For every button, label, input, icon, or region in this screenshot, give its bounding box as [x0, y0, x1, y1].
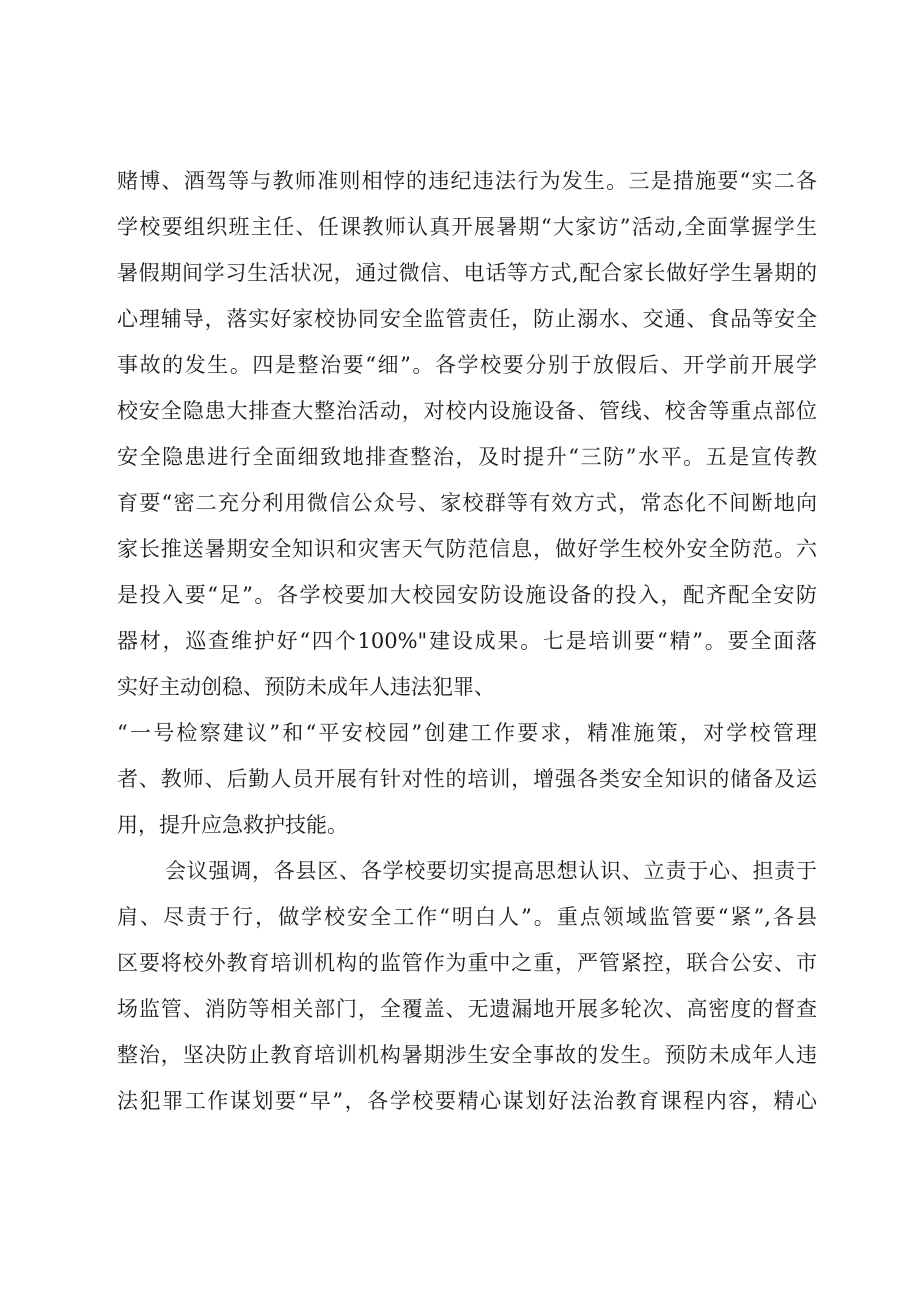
text-line: 整治，坚决防止教育培训机构暑期涉生安全事故的发生。预防未成年人违: [117, 1043, 817, 1067]
text-line: 学校要组织班主任、任课教师认真开展暑期“大家访”活动,全面掌握学生: [117, 215, 817, 239]
text-line: 育要“密二充分利用微信公众号、家校群等有效方式，常态化不间断地向: [117, 491, 817, 515]
text-line: 校安全隐患大排查大整治活动，对校内设施设备、管线、校舍等重点部位: [117, 399, 817, 423]
text-line: 暑假期间学习生活状况，通过微信、电话等方式,配合家长做好学生暑期的: [117, 261, 817, 285]
text-line: 法犯罪工作谋划要“早”，各学校要精心谋划好法治教育课程内容，精心: [117, 1089, 817, 1113]
text-line: 场监管、消防等相关部门，全覆盖、无遗漏地开展多轮次、高密度的督查: [117, 997, 817, 1021]
text-line: 安全隐患进行全面细致地排查整治，及时提升“三防”水平。五是宣传教: [117, 445, 817, 469]
text-line: 区要将校外教育培训机构的监管作为重中之重，严管紧控，联合公安、市: [117, 951, 817, 975]
text-line: 实好主动创稳、预防未成年人违法犯罪、: [117, 675, 495, 699]
text-line: 是投入要“足”。各学校要加大校园安防设施设备的投入，配齐配全安防: [117, 583, 817, 607]
text-line: 肩、尽责于行，做学校安全工作“明白人”。重点领域监管要“紧”,各县: [117, 905, 817, 929]
text-line: 家长推送暑期安全知识和灾害天气防范信息，做好学生校外安全防范。六: [117, 537, 817, 561]
text-line: 事故的发生。四是整治要“细”。各学校要分别于放假后、开学前开展学: [117, 353, 817, 377]
text-line: 赌博、酒驾等与教师准则相悖的违纪违法行为发生。三是措施要“实二各: [117, 169, 817, 193]
text-line: 会议强调，各县区、各学校要切实提高思想认识、立责于心、担责于: [165, 859, 817, 883]
text-line: 器材，巡查维护好“四个100%"建设成果。七是培训要“精”。要全面落: [117, 629, 817, 653]
text-line: 者、教师、后勤人员开展有针对性的培训，增强各类安全知识的储备及运: [117, 767, 817, 791]
text-line: “一号检察建议”和“平安校园”创建工作要求，精准施策，对学校管理: [117, 721, 817, 745]
text-line: 心理辅导，落实好家校协同安全监管责任，防止溺水、交通、食品等安全: [117, 307, 817, 331]
text-line: 用，提升应急救护技能。: [117, 813, 348, 837]
